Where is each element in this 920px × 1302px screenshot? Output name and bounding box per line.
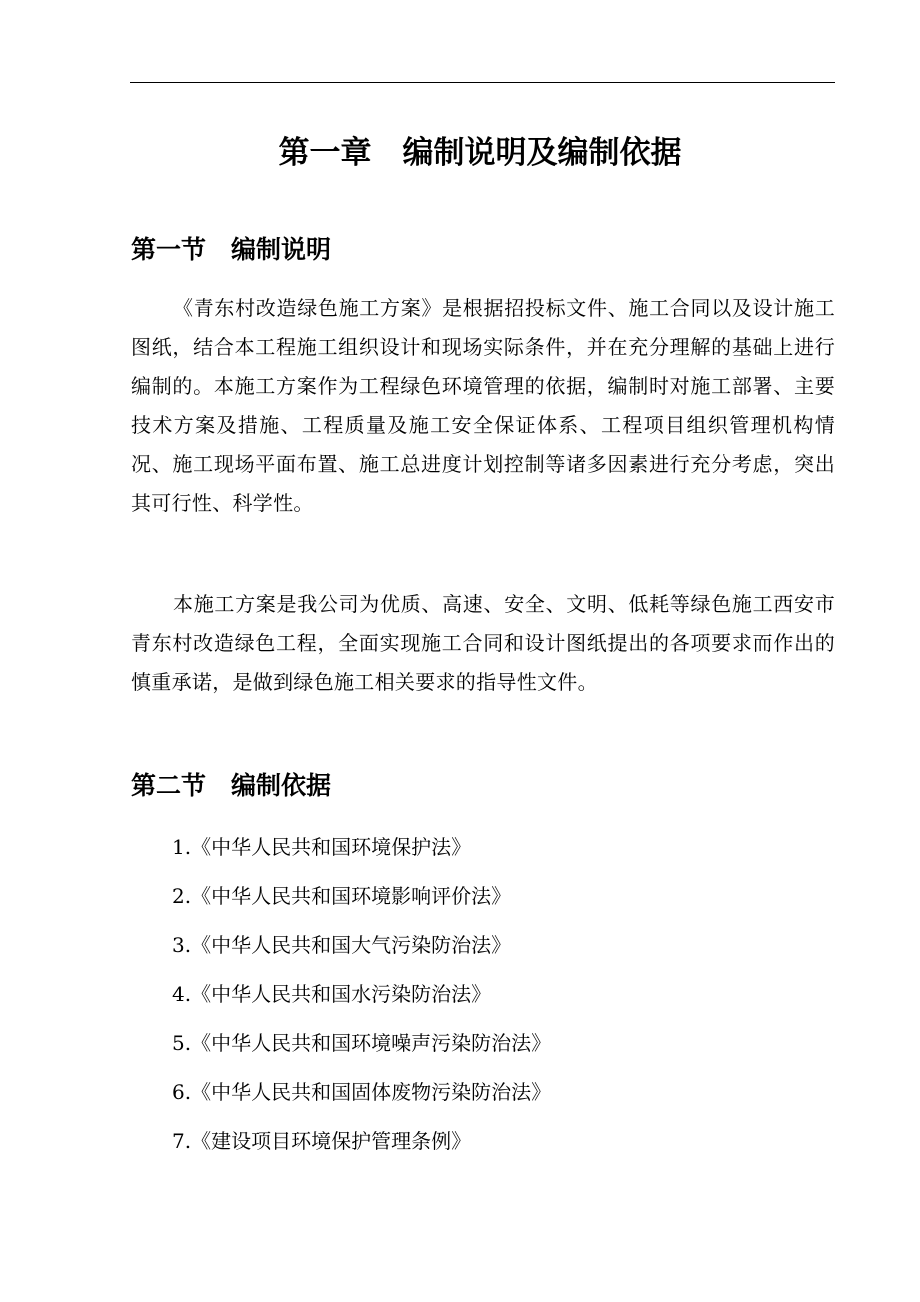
paragraph-intro: 《青东村改造绿色施工方案》是根据招投标文件、施工合同以及设计施工图纸，结合本工程施工组织设计和现场实际条件，并在充分理解的基础上进行编制的。本施工方案作为工程绿色环境管理的依据，编制时对施工部署、主要技术方案及措施、工程质量及施工安全保证体系、工程项目组织管理机构情况、施工现场平面布置、施工总进度计划控制等诸多因素进行充分考虑，突出其可行性、科学性。 (131, 296, 835, 515)
reference-item: 1.《中华人民共和国环境保护法》 (172, 835, 472, 859)
reference-item: 7.《建设项目环境保护管理条例》 (172, 1129, 472, 1153)
chapter-title: 第一章 编制说明及编制依据 (278, 135, 682, 171)
reference-list (172, 823, 551, 1166)
reference-item: 5.《中华人民共和国环境噪声污染防治法》 (172, 1031, 552, 1055)
reference-item: 6.《中华人民共和国固体废物污染防治法》 (172, 1080, 552, 1104)
reference-item: 2.《中华人民共和国环境影响评价法》 (172, 884, 512, 908)
section-title-preparation-basis: 第二节 编制依据 (131, 771, 332, 800)
reference-item: 4.《中华人民共和国水污染防治法》 (172, 982, 492, 1006)
paragraph-commitment: 本施工方案是我公司为优质、高速、安全、文明、低耗等绿色施工西安市青东村改造绿色工程，全面实现施工合同和设计图纸提出的各项要求而作出的慎重承诺，是做到绿色施工相关要求的指导性文件。 (131, 592, 835, 694)
header-rule (130, 82, 835, 83)
section-title-preparation-notes: 第一节 编制说明 (131, 235, 332, 264)
reference-item: 3.《中华人民共和国大气污染防治法》 (172, 933, 512, 957)
